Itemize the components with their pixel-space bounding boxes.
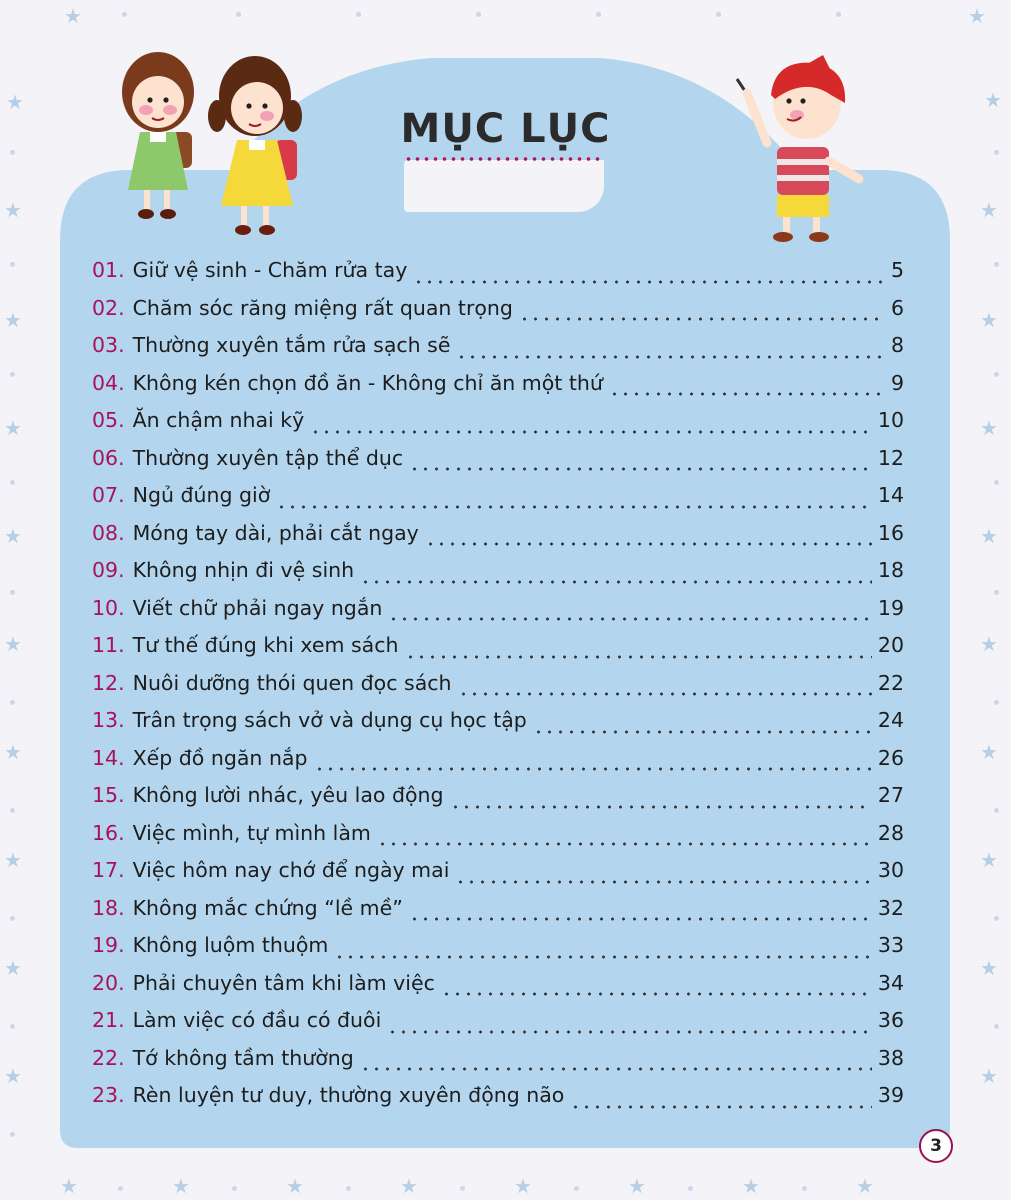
toc-dot-leader — [360, 580, 872, 584]
toc-entry — [92, 333, 904, 371]
toc-dot-leader — [458, 692, 872, 696]
toc-dot-leader — [570, 1105, 872, 1109]
toc-entry-number: 20. — [92, 970, 125, 995]
toc-entry — [92, 296, 904, 334]
toc-entry-title: Không mắc chứng “lề mề” — [132, 895, 403, 920]
toc-dot-leader — [425, 542, 872, 546]
toc-dot-leader — [314, 767, 872, 771]
toc-entry — [92, 708, 904, 746]
toc-entry-page: 18 — [877, 558, 904, 582]
toc-entry — [92, 521, 904, 559]
toc-entry-page: 6 — [890, 295, 904, 320]
toc-entry-number: 03. — [92, 333, 125, 357]
toc-entry-number: 21. — [92, 1008, 125, 1032]
toc-entry — [92, 371, 904, 409]
toc-entry-title: Việc hôm nay chớ để ngày mai — [132, 858, 450, 882]
toc-entry-number: 04. — [92, 370, 125, 395]
toc-entry-page: 22 — [877, 670, 904, 695]
toc-entry — [92, 671, 904, 709]
toc-entry — [92, 896, 904, 934]
toc-entry — [92, 1008, 904, 1046]
toc-dot-leader — [609, 392, 885, 396]
girl-green-dress-illustration — [110, 40, 205, 225]
toc-entry-number: 16. — [92, 820, 125, 845]
page-number: 3 — [919, 1129, 953, 1163]
toc-dot-leader — [388, 617, 872, 621]
title-dotted-rule — [404, 156, 604, 162]
toc-entry-title: Không luộm thuộm — [132, 933, 329, 957]
star-decoration: ★ — [4, 740, 22, 764]
star-decoration: ★ — [980, 848, 998, 872]
star-decoration: ★ — [980, 956, 998, 980]
toc-entry-title: Ngủ đúng giờ — [132, 483, 271, 507]
toc-entry-title: Rèn luyện tư duy, thường xuyên động não — [132, 1083, 565, 1107]
toc-entry-title: Giữ vệ sinh - Chăm rửa tay — [132, 258, 408, 282]
title-underline-box — [404, 160, 604, 212]
toc-entry-number: 12. — [92, 670, 125, 695]
toc-entry — [92, 783, 904, 821]
star-decoration: ★ — [980, 632, 998, 656]
toc-entry-number: 19. — [92, 933, 125, 957]
toc-entry — [92, 446, 904, 484]
star-decoration: ★ — [980, 198, 998, 222]
toc-entry-number: 22. — [92, 1045, 125, 1070]
toc-entry-title: Nuôi dưỡng thói quen đọc sách — [132, 670, 452, 695]
toc-entry-page: 28 — [877, 820, 904, 845]
toc-entry — [92, 858, 904, 896]
star-decoration: ★ — [968, 4, 986, 28]
toc-entry-title: Chăm sóc răng miệng rất quan trọng — [132, 295, 513, 320]
toc-entry-title: Không lười nhác, yêu lao động — [132, 783, 444, 807]
toc-entry-page: 16 — [877, 520, 904, 545]
toc-entry-page: 39 — [877, 1083, 904, 1107]
toc-entry-title: Việc mình, tự mình làm — [132, 820, 371, 845]
toc-dot-leader — [360, 1067, 872, 1071]
toc-dot-leader — [450, 805, 872, 809]
star-decoration: ★ — [64, 4, 82, 28]
toc-entry-page: 27 — [877, 783, 904, 807]
toc-entry-number: 18. — [92, 895, 125, 920]
toc-entry-page: 32 — [877, 895, 904, 920]
toc-entry — [92, 746, 904, 784]
toc-entry-page: 5 — [890, 258, 904, 282]
toc-entry-number: 08. — [92, 520, 125, 545]
toc-entry-title: Thường xuyên tập thể dục — [132, 445, 404, 470]
star-decoration: ★ — [980, 1064, 998, 1088]
toc-entry-page: 10 — [877, 408, 904, 432]
toc-entry-page: 38 — [877, 1045, 904, 1070]
toc-dot-leader — [519, 317, 885, 321]
toc-entry-number: 11. — [92, 633, 125, 657]
star-decoration: ★ — [984, 88, 1002, 112]
toc-entry-number: 05. — [92, 408, 125, 432]
toc-entry — [92, 408, 904, 446]
toc-entry-number: 23. — [92, 1083, 125, 1107]
toc-dot-leader — [334, 955, 872, 959]
toc-dot-leader — [409, 467, 872, 471]
toc-dot-leader — [413, 280, 885, 284]
star-decoration: ★ — [4, 956, 22, 980]
star-decoration: ★ — [4, 416, 22, 440]
toc-entry-title: Móng tay dài, phải cắt ngay — [132, 520, 419, 545]
toc-entry-title: Làm việc có đầu có đuôi — [132, 1008, 382, 1032]
star-decoration: ★ — [856, 1174, 874, 1198]
table-of-contents — [92, 258, 904, 1121]
toc-dot-leader — [276, 505, 872, 509]
toc-entry-number: 09. — [92, 558, 125, 582]
toc-entry-page: 24 — [877, 708, 904, 732]
toc-entry-page: 14 — [877, 483, 904, 507]
toc-dot-leader — [441, 992, 872, 996]
star-decoration: ★ — [4, 524, 22, 548]
girl-yellow-dress-illustration — [205, 44, 310, 239]
star-decoration: ★ — [4, 632, 22, 656]
star-decoration: ★ — [60, 1174, 78, 1198]
toc-entry — [92, 971, 904, 1009]
toc-entry-title: Trân trọng sách vở và dụng cụ học tập — [132, 708, 527, 732]
toc-entry-page: 9 — [890, 370, 904, 395]
toc-entry-number: 10. — [92, 595, 125, 620]
star-decoration: ★ — [980, 524, 998, 548]
toc-dot-leader — [456, 355, 884, 359]
toc-entry-number: 06. — [92, 445, 125, 470]
toc-entry — [92, 258, 904, 296]
toc-entry — [92, 558, 904, 596]
toc-entry-page: 33 — [877, 933, 904, 957]
toc-entry — [92, 933, 904, 971]
star-decoration: ★ — [4, 198, 22, 222]
toc-entry-number: 07. — [92, 483, 125, 507]
toc-dot-leader — [377, 842, 872, 846]
star-decoration: ★ — [286, 1174, 304, 1198]
toc-entry-title: Tớ không tầm thường — [132, 1045, 354, 1070]
toc-entry-title: Viết chữ phải ngay ngắn — [132, 595, 383, 620]
toc-entry-number: 02. — [92, 295, 125, 320]
toc-entry-page: 20 — [877, 633, 904, 657]
toc-entry-page: 8 — [890, 333, 904, 357]
star-decoration: ★ — [172, 1174, 190, 1198]
toc-entry-page: 34 — [877, 970, 904, 995]
star-decoration: ★ — [628, 1174, 646, 1198]
toc-entry — [92, 633, 904, 671]
toc-dot-leader — [310, 430, 872, 434]
toc-dot-leader — [533, 730, 872, 734]
toc-entry-page: 26 — [877, 745, 904, 770]
toc-entry-number: 17. — [92, 858, 125, 882]
toc-entry-number: 15. — [92, 783, 125, 807]
toc-entry — [92, 596, 904, 634]
star-decoration: ★ — [4, 1064, 22, 1088]
toc-dot-leader — [455, 880, 871, 884]
toc-entry-title: Tư thế đúng khi xem sách — [132, 633, 399, 657]
star-decoration: ★ — [4, 848, 22, 872]
star-decoration: ★ — [514, 1174, 532, 1198]
toc-entry — [92, 483, 904, 521]
toc-entry-title: Không nhịn đi vệ sinh — [132, 558, 355, 582]
toc-entry — [92, 1046, 904, 1084]
toc-dot-leader — [387, 1030, 872, 1034]
toc-entry-number: 14. — [92, 745, 125, 770]
toc-entry-title: Ăn chậm nhai kỹ — [132, 408, 305, 432]
star-decoration: ★ — [980, 416, 998, 440]
toc-entry-page: 12 — [877, 445, 904, 470]
star-decoration: ★ — [980, 308, 998, 332]
boy-pointing-illustration — [735, 55, 865, 245]
toc-dot-leader — [405, 655, 872, 659]
star-decoration: ★ — [6, 90, 24, 114]
star-decoration: ★ — [400, 1174, 418, 1198]
toc-entry-page: 36 — [877, 1008, 904, 1032]
page-title: MỤC LỤC — [400, 106, 611, 152]
toc-entry-title: Thường xuyên tắm rửa sạch sẽ — [132, 333, 451, 357]
toc-dot-leader — [409, 917, 872, 921]
toc-entry-title: Phải chuyên tâm khi làm việc — [132, 970, 435, 995]
toc-entry-page: 19 — [877, 595, 904, 620]
star-decoration: ★ — [4, 308, 22, 332]
toc-entry — [92, 821, 904, 859]
toc-entry-page: 30 — [877, 858, 904, 882]
toc-entry-title: Không kén chọn đồ ăn - Không chỉ ăn một thứ — [132, 370, 603, 395]
toc-entry-number: 13. — [92, 708, 125, 732]
star-decoration: ★ — [980, 740, 998, 764]
toc-entry — [92, 1083, 904, 1121]
toc-entry-number: 01. — [92, 258, 125, 282]
toc-entry-title: Xếp đồ ngăn nắp — [132, 745, 308, 770]
star-decoration: ★ — [742, 1174, 760, 1198]
